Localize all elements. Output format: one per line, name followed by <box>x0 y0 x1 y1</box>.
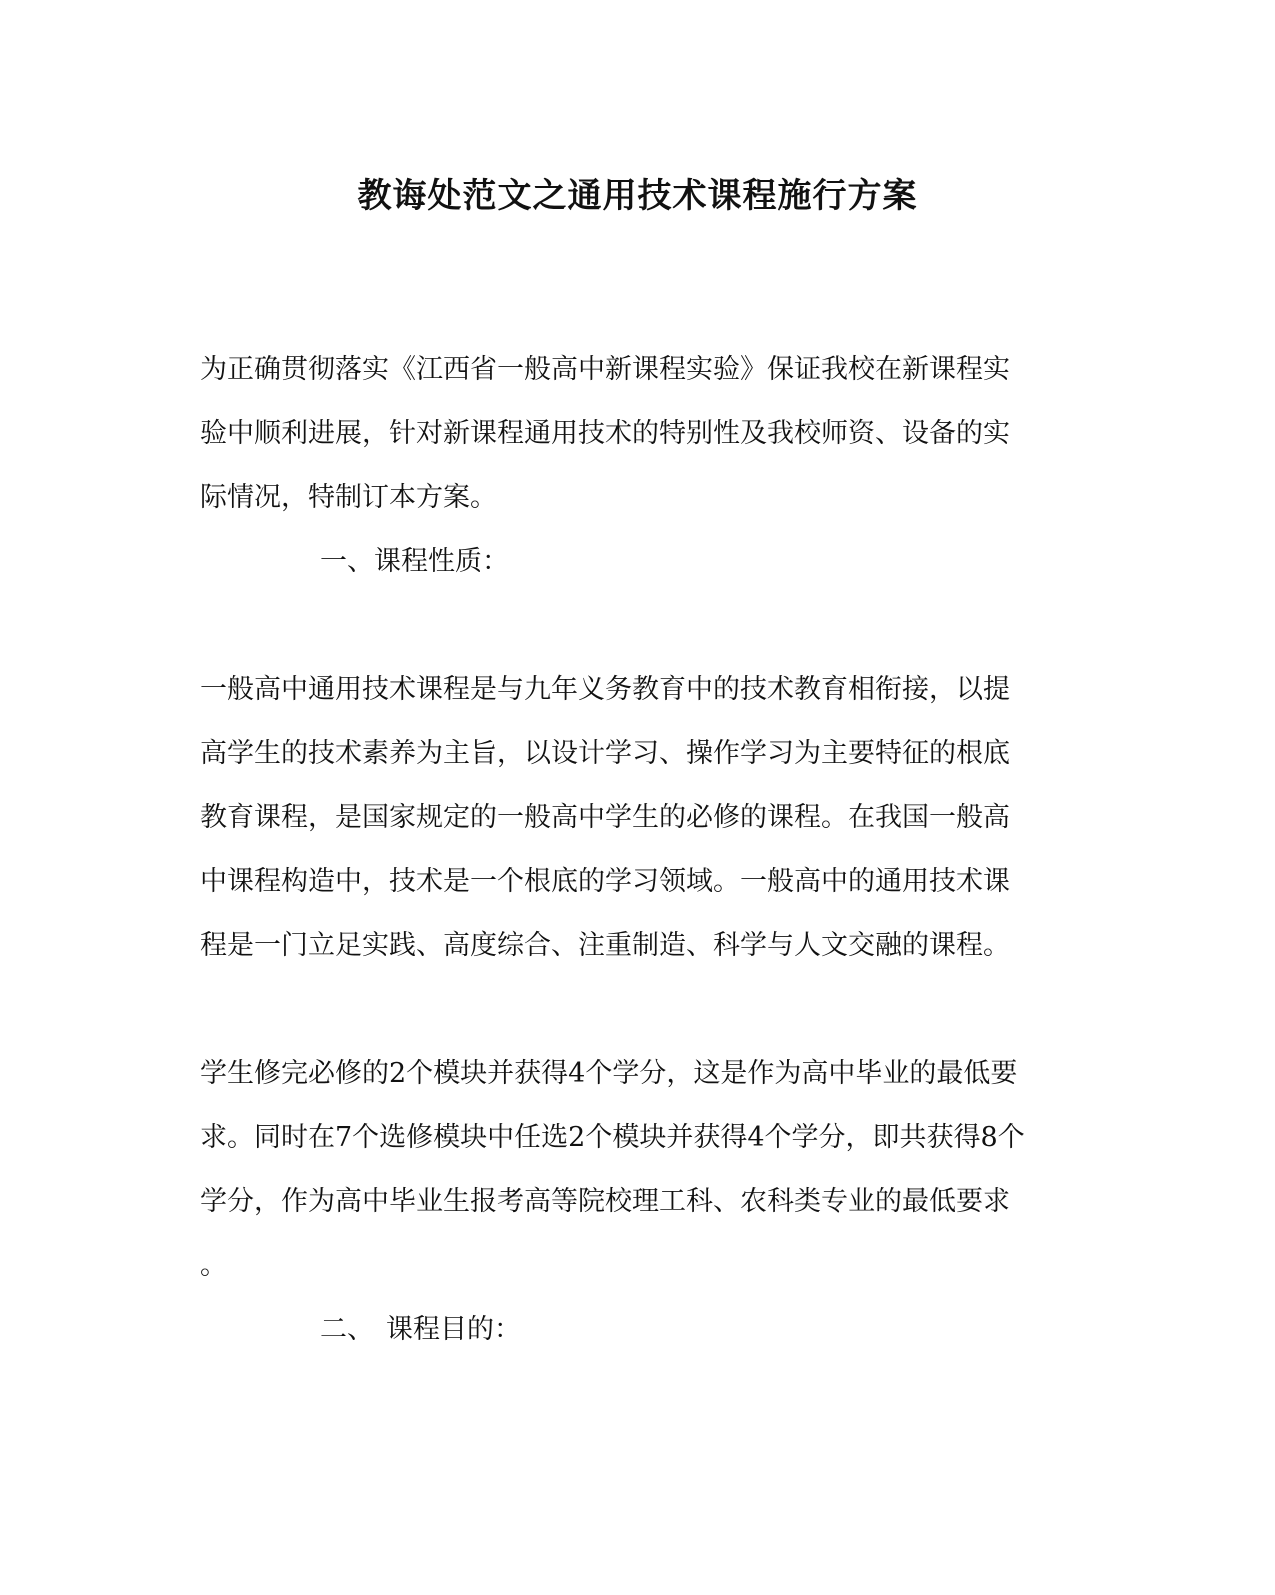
section-label: 课程性质： <box>374 546 509 577</box>
document-title: 教诲处范文之通用技术课程施行方案 <box>357 176 918 216</box>
paragraph-line: 际情况，特制订本方案。 <box>200 482 497 513</box>
section-heading-course-goals <box>320 1310 521 1350</box>
paragraph-line: 高学生的技术素养为主旨，以设计学习、操作学习为主要特征的根底 <box>200 738 1010 769</box>
section-number: 二、 <box>320 1314 374 1345</box>
paragraph-line: 教育课程，是国家规定的一般高中学生的必修的课程。在我国一般高 <box>200 802 1010 833</box>
paragraph-line: 程是一门立足实践、高度综合、注重制造、科学与人文交融的课程。 <box>200 930 1010 961</box>
section-number: 一、 <box>320 546 374 577</box>
section-heading-course-nature <box>320 542 509 582</box>
paragraph-line: 求。同时在7个选修模块中任选2个模块并获得4个学分，即共获得8个 <box>200 1122 1025 1153</box>
paragraph-line: 为正确贯彻落实《江西省一般高中新课程实验》保证我校在新课程实 <box>200 354 1010 385</box>
paragraph-line: 学生修完必修的2个模块并获得4个学分，这是作为高中毕业的最低要 <box>200 1058 1018 1089</box>
paragraph-line: 学分，作为高中毕业生报考高等院校理工科、农科类专业的最低要求 <box>200 1186 1010 1217</box>
paragraph-line: 。 <box>200 1250 227 1281</box>
paragraph-line: 一般高中通用技术课程是与九年义务教育中的技术教育相衔接，以提 <box>200 674 1010 705</box>
paragraph-line: 验中顺利进展，针对新课程通用技术的特别性及我校师资、设备的实 <box>200 418 1010 449</box>
section-label: 课程目的： <box>386 1314 521 1345</box>
paragraph-line: 中课程构造中，技术是一个根底的学习领域。一般高中的通用技术课 <box>200 866 1010 897</box>
